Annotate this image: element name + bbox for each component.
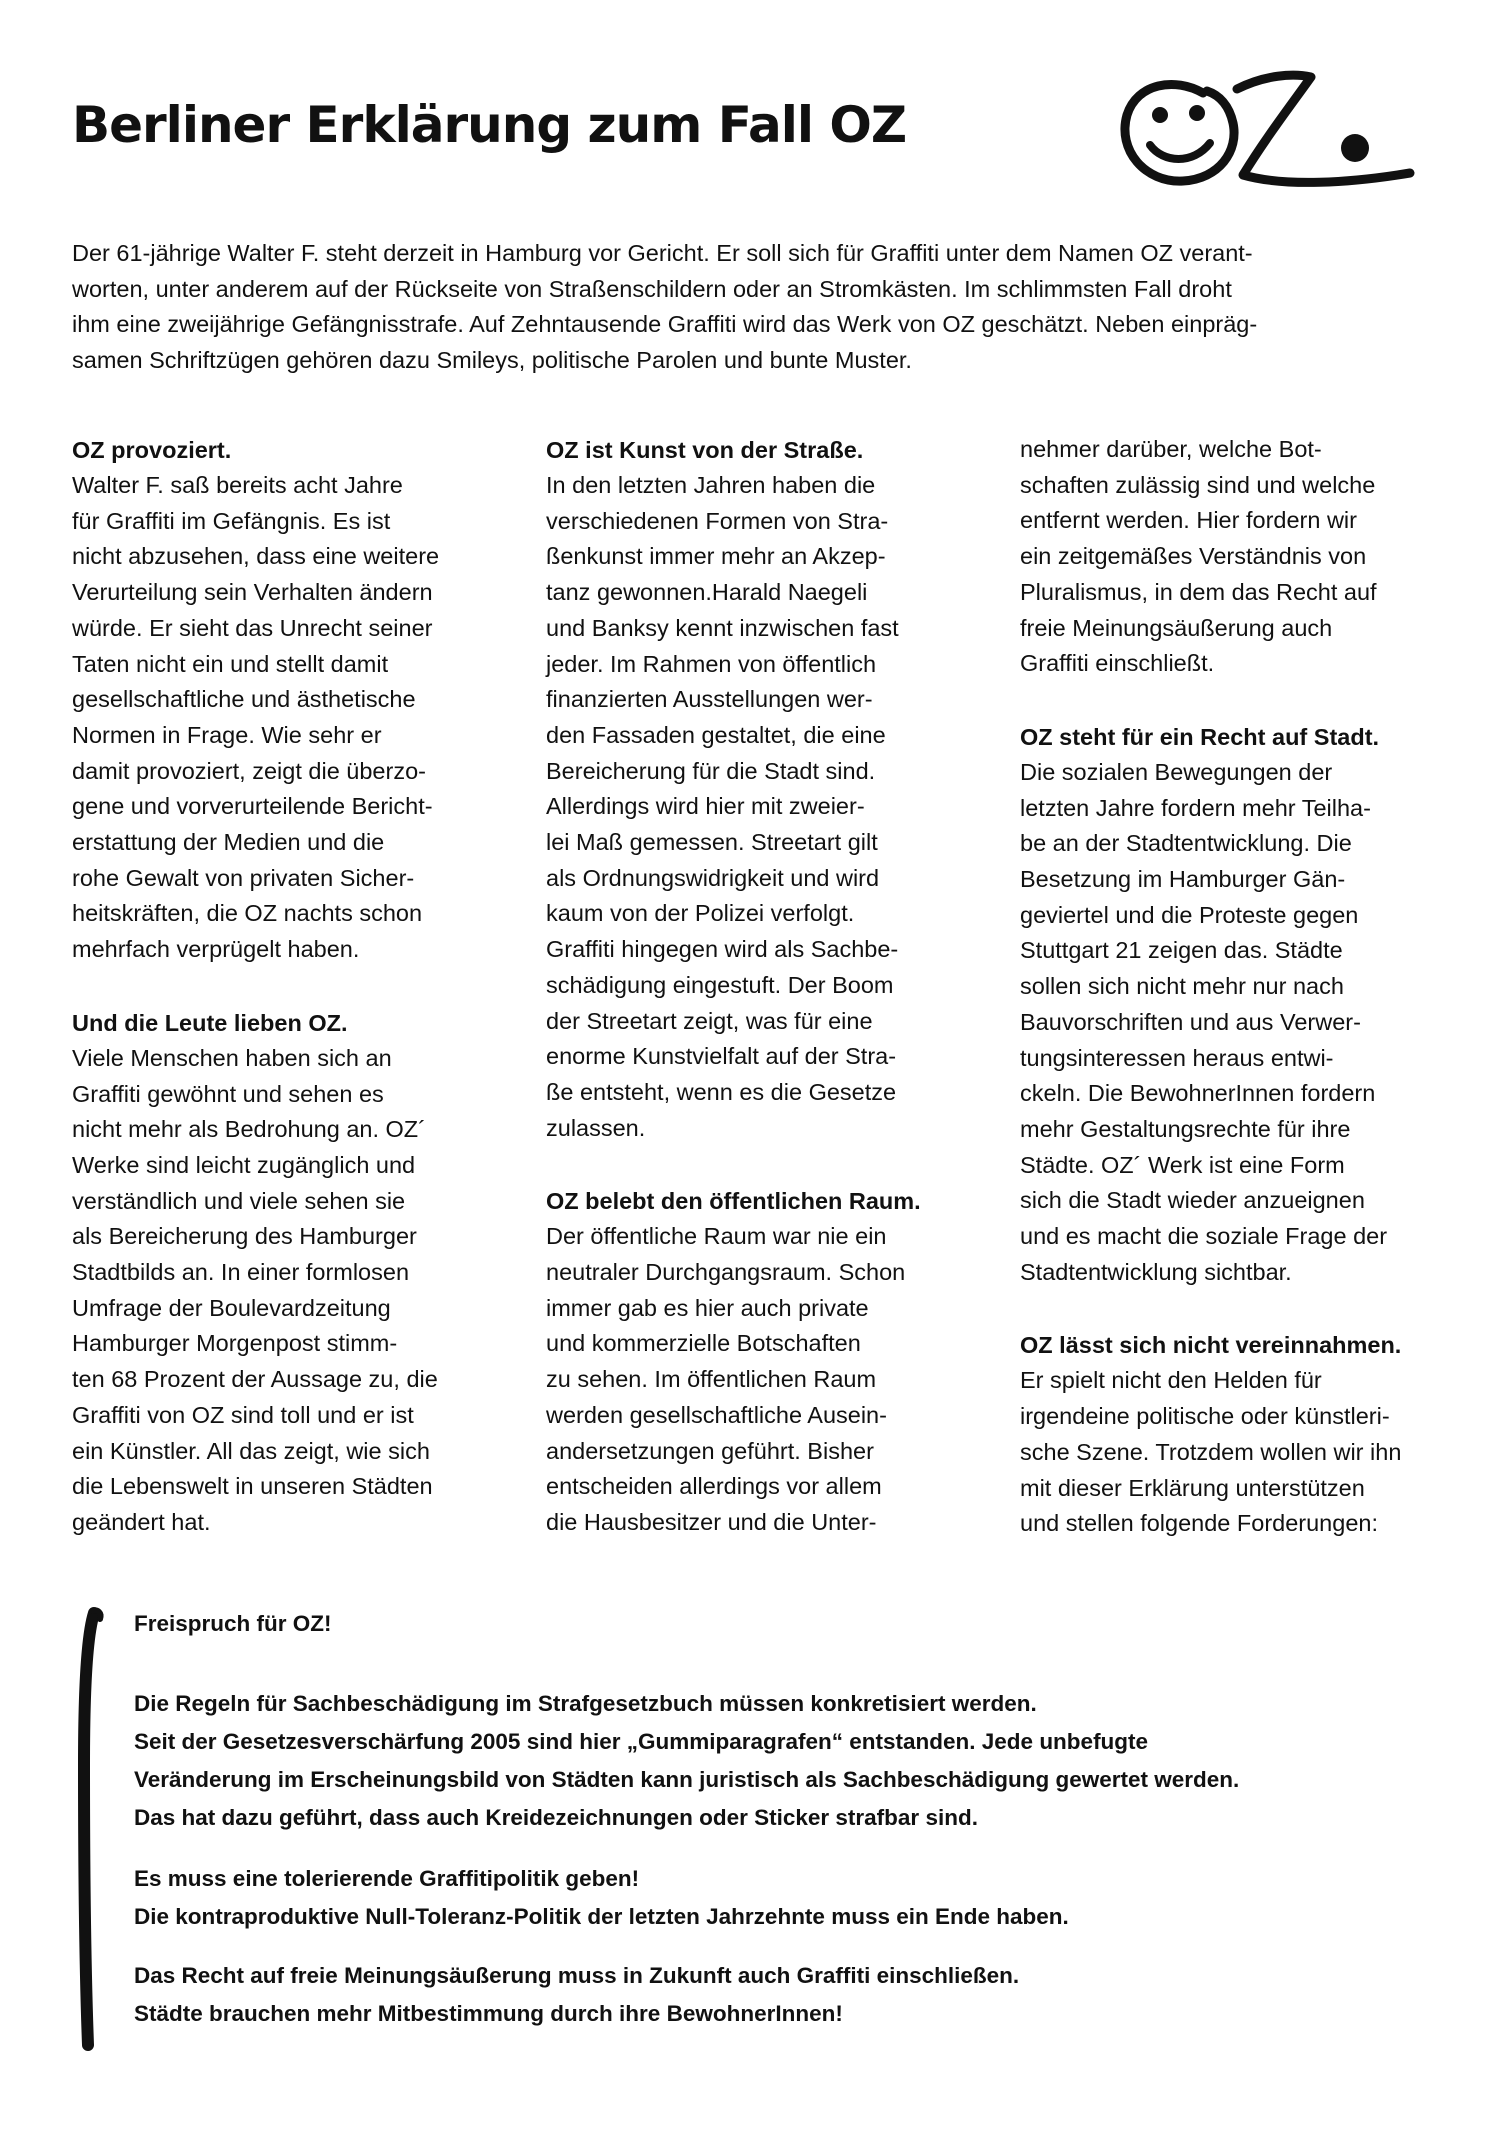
body-line: andersetzungen geführt. Bisher bbox=[546, 1437, 874, 1464]
body-line: Viele Menschen haben sich an bbox=[72, 1044, 392, 1071]
article-section bbox=[546, 432, 976, 1146]
article-section bbox=[72, 432, 502, 968]
body-line: sche Szene. Trotzdem wollen wir ihn bbox=[1020, 1438, 1402, 1465]
intro-line: ihm eine zweijährige Gefängnisstrafe. Auf Zehntausende Graffiti wird das Werk von OZ geschätzt. Neben einpräg- bbox=[72, 311, 1258, 337]
section-heading: Und die Leute lieben OZ. bbox=[72, 1009, 348, 1036]
body-line: zulassen. bbox=[546, 1114, 646, 1141]
body-line: und stellen folgende Forderungen: bbox=[1020, 1510, 1378, 1537]
body-line: würde. Er sieht das Unrecht seiner bbox=[72, 614, 433, 641]
body-line: verständlich und viele sehen sie bbox=[72, 1187, 406, 1214]
body-line: Die sozialen Bewegungen der bbox=[1020, 758, 1333, 785]
body-line: Er spielt nicht den Helden für bbox=[1020, 1367, 1322, 1394]
body-line: die Lebenswelt in unseren Städten bbox=[72, 1473, 433, 1500]
demand-group bbox=[134, 1685, 1239, 1837]
bracket-brush-stroke bbox=[72, 1605, 112, 2055]
body-line: und es macht die soziale Frage der bbox=[1020, 1223, 1388, 1250]
body-line: Pluralismus, in dem das Recht auf bbox=[1020, 578, 1377, 605]
body-line: ckeln. Die BewohnerInnen fordern bbox=[1020, 1080, 1376, 1107]
article-column-3 bbox=[1020, 432, 1450, 1579]
body-line: Stadtentwicklung sichtbar. bbox=[1020, 1258, 1292, 1285]
body-line: heitskräften, die OZ nachts schon bbox=[72, 900, 423, 927]
body-line: neutraler Durchgangsraum. Schon bbox=[546, 1259, 906, 1286]
body-line: Städte. OZ´ Werk ist eine Form bbox=[1020, 1151, 1345, 1178]
demand-line: Seit der Gesetzesverschärfung 2005 sind hier „Gummiparagrafen“ entstanden. Jede unbefugte bbox=[134, 1729, 1149, 1754]
section-body bbox=[1020, 755, 1450, 1291]
body-line: kaum von der Polizei verfolgt. bbox=[546, 900, 855, 927]
section-body bbox=[72, 1041, 502, 1541]
body-line: entscheiden allerdings vor allem bbox=[546, 1473, 882, 1500]
section-heading: OZ ist Kunst von der Straße. bbox=[546, 437, 864, 463]
body-line: gesellschaftliche und ästhetische bbox=[72, 686, 416, 713]
page-title: Berliner Erklärung zum Fall OZ bbox=[72, 96, 907, 154]
body-line: als Bereicherung des Hamburger bbox=[72, 1223, 417, 1250]
body-line: erstattung der Medien und die bbox=[72, 829, 385, 856]
body-line: mit dieser Erklärung unterstützen bbox=[1020, 1474, 1365, 1501]
section-body bbox=[1020, 1363, 1450, 1542]
demand-line: Die Regeln für Sachbeschädigung im Strafgesetzbuch müssen konkretisiert werden. bbox=[134, 1691, 1037, 1716]
article-section bbox=[72, 1005, 502, 1541]
body-line: tungsinteressen heraus entwi- bbox=[1020, 1044, 1334, 1071]
body-line: nicht mehr als Bedrohung an. OZ´ bbox=[72, 1116, 426, 1143]
section-body bbox=[72, 468, 502, 968]
body-line: die Hausbesitzer und die Unter- bbox=[546, 1508, 877, 1535]
body-line: Normen in Frage. Wie sehr er bbox=[72, 721, 382, 748]
body-line: letzten Jahre fordern mehr Teilha- bbox=[1020, 794, 1371, 821]
intro-line: samen Schriftzügen gehören dazu Smileys, politische Parolen und bunte Muster. bbox=[72, 346, 912, 373]
demand-line: Das hat dazu geführt, dass auch Kreidezeichnungen oder Sticker strafbar sind. bbox=[134, 1805, 978, 1830]
body-line: damit provoziert, zeigt die überzo- bbox=[72, 757, 426, 784]
body-line: lei Maß gemessen. Streetart gilt bbox=[546, 829, 878, 856]
article-section bbox=[1020, 719, 1450, 1291]
body-line: für Graffiti im Gefängnis. Es ist bbox=[72, 507, 391, 534]
article-section bbox=[1020, 1327, 1450, 1542]
body-line: und Banksy kennt inzwischen fast bbox=[546, 614, 899, 641]
body-line: Bereicherung für die Stadt sind. bbox=[546, 757, 876, 784]
section-heading: OZ steht für ein Recht auf Stadt. bbox=[1020, 723, 1380, 750]
body-line: mehr Gestaltungsrechte für ihre bbox=[1020, 1115, 1351, 1142]
body-line: be an der Stadtentwicklung. Die bbox=[1020, 830, 1352, 857]
section-body bbox=[1020, 432, 1450, 682]
body-line: verschiedenen Formen von Stra- bbox=[546, 507, 889, 534]
body-line: Umfrage der Boulevardzeitung bbox=[72, 1294, 391, 1321]
demand-group bbox=[134, 1605, 332, 1643]
body-line: gene und vorverurteilende Bericht- bbox=[72, 793, 433, 820]
demand-line: Freispruch für OZ! bbox=[134, 1611, 332, 1636]
body-line: finanzierten Ausstellungen wer- bbox=[546, 686, 873, 713]
body-line: Walter F. saß bereits acht Jahre bbox=[72, 472, 403, 498]
body-line: Graffiti einschließt. bbox=[1020, 650, 1215, 677]
demand-line: Die kontraproduktive Null-Toleranz-Politik der letzten Jahrzehnte muss ein Ende haben. bbox=[134, 1904, 1069, 1929]
section-heading: OZ belebt den öffentlichen Raum. bbox=[546, 1188, 921, 1215]
oz-smiley-logo bbox=[1115, 65, 1415, 200]
body-line: den Fassaden gestaltet, die eine bbox=[546, 721, 886, 748]
article-column-2 bbox=[546, 432, 976, 1578]
body-line: tanz gewonnen.Harald Naegeli bbox=[546, 579, 868, 606]
demand-line: Städte brauchen mehr Mitbestimmung durch ihre BewohnerInnen! bbox=[134, 2001, 843, 2026]
body-line: irgendeine politische oder künstleri- bbox=[1020, 1403, 1390, 1430]
intro-line: worten, unter anderem auf der Rückseite von Straßenschildern oder an Stromkästen. Im schlimmsten Fall droht bbox=[72, 275, 1232, 302]
body-line: enorme Kunstvielfalt auf der Stra- bbox=[546, 1043, 897, 1070]
body-line: immer gab es hier auch private bbox=[546, 1294, 869, 1321]
body-line: jeder. Im Rahmen von öffentlich bbox=[546, 650, 877, 677]
body-line: und kommerzielle Botschaften bbox=[546, 1330, 861, 1357]
body-line: als Ordnungswidrigkeit und wird bbox=[546, 864, 880, 891]
demand-line: Veränderung im Erscheinungsbild von Städten kann juristisch als Sachbeschädigung gewertet werden. bbox=[134, 1767, 1240, 1792]
body-line: schädigung eingestuft. Der Boom bbox=[546, 971, 894, 998]
section-body bbox=[546, 1219, 976, 1540]
body-line: rohe Gewalt von privaten Sicher- bbox=[72, 864, 415, 891]
body-line: Graffiti hingegen wird als Sachbe- bbox=[546, 936, 899, 963]
body-line: In den letzten Jahren haben die bbox=[546, 472, 876, 498]
body-line: sollen sich nicht mehr nur nach bbox=[1020, 973, 1344, 1000]
body-line: ein zeitgemäßes Verständnis von bbox=[1020, 543, 1367, 570]
body-line: Hamburger Morgenpost stimm- bbox=[72, 1330, 398, 1357]
body-line: Der öffentliche Raum war nie ein bbox=[546, 1223, 887, 1250]
body-line: ße entsteht, wenn es die Gesetze bbox=[546, 1078, 897, 1105]
body-line: werden gesellschaftliche Ausein- bbox=[546, 1401, 887, 1428]
body-line: Taten nicht ein und stellt damit bbox=[72, 650, 389, 677]
body-line: Graffiti von OZ sind toll und er ist bbox=[72, 1401, 414, 1428]
body-line: ßenkunst immer mehr an Akzep- bbox=[546, 543, 886, 570]
intro-paragraph bbox=[72, 236, 1452, 378]
demand-line: Es muss eine tolerierende Graffitipolitik geben! bbox=[134, 1866, 640, 1891]
body-line: Bauvorschriften und aus Verwer- bbox=[1020, 1008, 1361, 1035]
body-line: ein Künstler. All das zeigt, wie sich bbox=[72, 1437, 430, 1464]
body-line: nicht abzusehen, dass eine weitere bbox=[72, 543, 440, 570]
section-body bbox=[546, 468, 976, 1146]
section-heading: OZ provoziert. bbox=[72, 437, 232, 463]
body-line: zu sehen. Im öffentlichen Raum bbox=[546, 1366, 877, 1393]
body-line: nehmer darüber, welche Bot- bbox=[1020, 436, 1322, 462]
article-section bbox=[546, 1183, 976, 1540]
demand-line: Das Recht auf freie Meinungsäußerung muss in Zukunft auch Graffiti einschließen. bbox=[134, 1963, 1020, 1988]
body-line: sich die Stadt wieder anzueignen bbox=[1020, 1187, 1365, 1214]
demands-box bbox=[72, 1605, 1472, 2055]
intro-line: Der 61-jährige Walter F. steht derzeit in Hamburg vor Gericht. Er soll sich für Graffiti unter dem Namen OZ verant- bbox=[72, 240, 1253, 266]
body-line: Verurteilung sein Verhalten ändern bbox=[72, 579, 433, 606]
body-line: ten 68 Prozent der Aussage zu, die bbox=[72, 1366, 438, 1393]
demand-group bbox=[134, 1957, 1019, 2033]
article-column-1 bbox=[72, 432, 502, 1578]
body-line: Werke sind leicht zugänglich und bbox=[72, 1151, 416, 1178]
body-line: mehrfach verprügelt haben. bbox=[72, 936, 360, 963]
body-line: Besetzung im Hamburger Gän- bbox=[1020, 866, 1346, 893]
body-line: der Streetart zeigt, was für eine bbox=[546, 1007, 873, 1034]
body-line: Stuttgart 21 zeigen das. Städte bbox=[1020, 937, 1343, 964]
body-line: Graffiti gewöhnt und sehen es bbox=[72, 1080, 384, 1107]
body-line: Allerdings wird hier mit zweier- bbox=[546, 793, 865, 820]
body-line: Stadtbilds an. In einer formlosen bbox=[72, 1259, 410, 1286]
body-line: geviertel und die Proteste gegen bbox=[1020, 901, 1359, 928]
body-line: freie Meinungsäußerung auch bbox=[1020, 614, 1333, 641]
demand-group bbox=[134, 1860, 1069, 1936]
body-line: geändert hat. bbox=[72, 1508, 211, 1535]
body-line: entfernt werden. Hier fordern wir bbox=[1020, 507, 1357, 534]
section-heading: OZ lässt sich nicht vereinnahmen. bbox=[1020, 1332, 1402, 1359]
body-line: schaften zulässig sind und welche bbox=[1020, 471, 1376, 498]
article-section bbox=[1020, 432, 1450, 682]
